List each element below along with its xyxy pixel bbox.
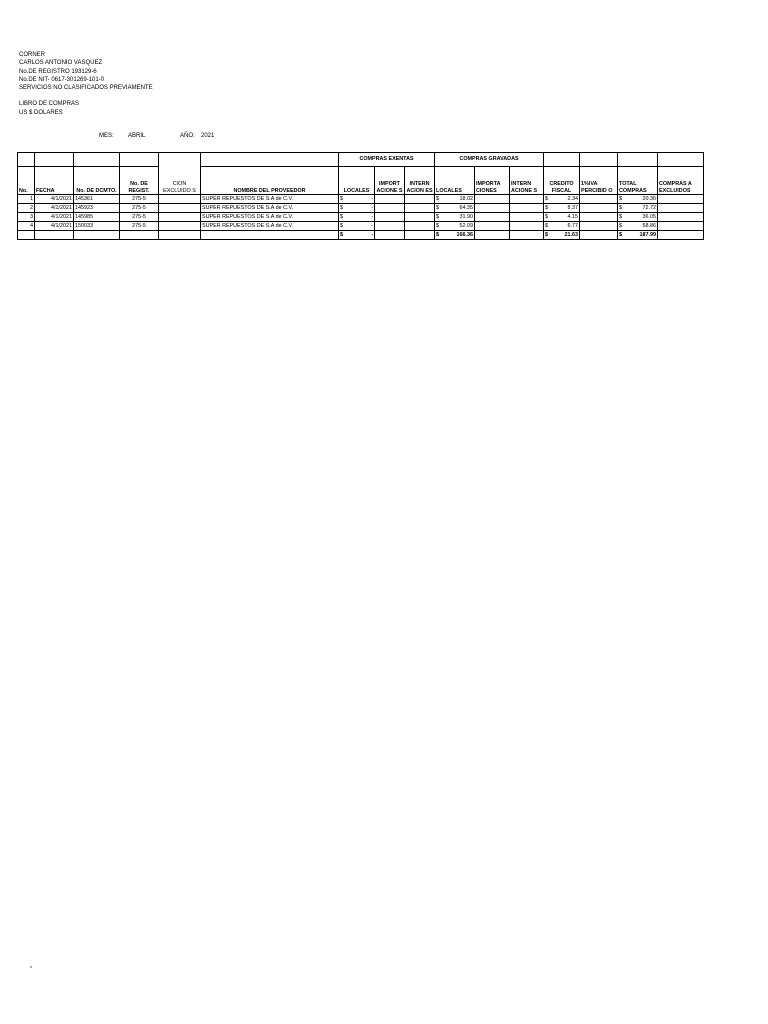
currency-symbol: $ bbox=[545, 204, 549, 211]
cell-excluidos-cion bbox=[159, 231, 201, 240]
total-credito bbox=[544, 231, 580, 240]
cell-ex-intern bbox=[405, 222, 435, 231]
currency-symbol: $ bbox=[619, 231, 623, 238]
currency-symbol: $ bbox=[436, 195, 440, 202]
cell-proveedor: SUPER REPUESTOS DE S.A de C.V. bbox=[201, 195, 339, 204]
cell-no bbox=[18, 231, 35, 240]
total-gr-locales-value: 166.36 bbox=[456, 231, 474, 238]
col-header-gr-import: IMPORTA CIONES bbox=[475, 167, 510, 195]
cell-ex-import bbox=[375, 204, 405, 213]
cell-no: 1 bbox=[18, 195, 35, 204]
col-header-total: TOTAL COMPRAS bbox=[618, 167, 658, 195]
cell-gr-import bbox=[475, 231, 510, 240]
currency-symbol: $ bbox=[545, 195, 549, 202]
cell-regist: 275-5 bbox=[120, 213, 159, 222]
cell-compras-excl bbox=[658, 204, 704, 213]
currency-symbol: $ bbox=[619, 222, 623, 229]
cell-total bbox=[618, 213, 658, 222]
cell-ex-intern bbox=[405, 195, 435, 204]
group-header-exentas: COMPRAS EXENTAS bbox=[339, 153, 435, 167]
col-header-fecha: FECHA bbox=[35, 167, 74, 195]
cell-fecha: 4/1/2021 bbox=[35, 195, 74, 204]
cell-credito-value: 2.34 bbox=[567, 195, 579, 202]
book-title: LIBRO DE COMPRAS bbox=[19, 101, 80, 108]
currency-symbol: $ bbox=[340, 222, 343, 229]
currency-symbol: $ bbox=[619, 204, 623, 211]
total-compras bbox=[618, 231, 658, 240]
cell-gr-intern bbox=[510, 231, 544, 240]
cell-total-value: 58.86 bbox=[642, 222, 657, 229]
cell-credito bbox=[544, 213, 580, 222]
totals-row bbox=[18, 231, 704, 240]
col-header-regist: No. DE REGIST. bbox=[120, 167, 159, 195]
col-header-ex-import: IMPORT ACIONE S bbox=[375, 167, 405, 195]
cell-proveedor: SUPER REPUESTOS DE S.A de C.V. bbox=[201, 204, 339, 213]
cell-gr-import bbox=[475, 222, 510, 231]
col-header-compras-excl: COMPRAS A EXCLUIDOS bbox=[658, 167, 704, 195]
cell-ex-locales-value: - bbox=[371, 204, 373, 211]
cell-regist: 275-5 bbox=[120, 204, 159, 213]
cell-no: 3 bbox=[18, 213, 35, 222]
cell-total-value: 20.36 bbox=[642, 195, 657, 202]
cell-proveedor: SUPER REPUESTOS DE S.A de C.V. bbox=[201, 222, 339, 231]
cell-fecha: 4/1/2021 bbox=[35, 204, 74, 213]
cell-gr-locales-value: 64.35 bbox=[459, 204, 474, 211]
cell-gr-locales-value: 52.09 bbox=[459, 222, 474, 229]
cell-credito-value: 6.77 bbox=[567, 222, 579, 229]
table-row bbox=[18, 213, 704, 222]
cell-dcto: 150033 bbox=[74, 222, 120, 231]
cell-dcto bbox=[74, 231, 120, 240]
header-row-columns bbox=[18, 167, 704, 195]
cell-excluidos-cion bbox=[159, 213, 201, 222]
col-header-proveedor: NOMBRE DEL PROVEEDOR bbox=[201, 167, 339, 195]
currency-symbol: $ bbox=[545, 222, 549, 229]
cell-ex-import bbox=[375, 222, 405, 231]
cell-iva bbox=[580, 231, 618, 240]
cell-no: 2 bbox=[18, 204, 35, 213]
cell-credito bbox=[544, 222, 580, 231]
cell-total-value: 72.72 bbox=[642, 204, 657, 211]
total-credito-value: 21.63 bbox=[564, 231, 579, 238]
cell-fecha bbox=[35, 231, 74, 240]
currency-symbol: $ bbox=[619, 195, 623, 202]
cell-ex-locales-value: - bbox=[371, 222, 373, 229]
cell-fecha: 4/1/2021 bbox=[35, 213, 74, 222]
currency-symbol: $ bbox=[545, 231, 549, 238]
cell-regist: 275-5 bbox=[120, 222, 159, 231]
cell-ex-locales-value: - bbox=[371, 195, 373, 202]
cell-compras-excl bbox=[658, 231, 704, 240]
total-ex-locales bbox=[339, 231, 375, 240]
table-row bbox=[18, 222, 704, 231]
col-header-gr-locales: LOCALES bbox=[435, 167, 475, 195]
cell-gr-locales-value: 18.02 bbox=[459, 195, 474, 202]
cell-gr-locales-value: 31.90 bbox=[459, 213, 474, 220]
cell-total bbox=[618, 222, 658, 231]
total-compras-value: 187.99 bbox=[639, 231, 657, 238]
cell-ex-import bbox=[375, 213, 405, 222]
col-header-gr-intern: INTERN ACIONE S bbox=[510, 167, 544, 195]
cell-regist: 275-5 bbox=[120, 195, 159, 204]
cell-total bbox=[618, 195, 658, 204]
cell-gr-locales bbox=[435, 204, 475, 213]
cell-excluidos-cion bbox=[159, 204, 201, 213]
cell-credito bbox=[544, 204, 580, 213]
cell-iva bbox=[580, 213, 618, 222]
col-header-ex-locales: LOCALES bbox=[339, 167, 375, 195]
header-row-groups bbox=[18, 153, 704, 167]
cell-compras-excl bbox=[658, 213, 704, 222]
nit-number: No.DE NIT- 0617-301269-101-0 bbox=[19, 76, 105, 83]
table-row bbox=[18, 204, 704, 213]
currency-symbol: $ bbox=[436, 231, 440, 238]
col-header-ex-intern: INTERN ACION ES bbox=[405, 167, 435, 195]
currency-symbol: $ bbox=[340, 195, 343, 202]
cell-ex-locales bbox=[339, 204, 375, 213]
group-header-gravadas: COMPRAS GRAVADAS bbox=[435, 153, 544, 167]
currency-symbol: $ bbox=[436, 213, 440, 220]
table-row bbox=[18, 195, 704, 204]
cell-excluidos-cion bbox=[159, 222, 201, 231]
cell-compras-excl bbox=[658, 222, 704, 231]
cell-gr-intern bbox=[510, 222, 544, 231]
company-name: CORNER bbox=[19, 52, 46, 58]
cell-gr-intern bbox=[510, 195, 544, 204]
cell-ex-locales bbox=[339, 195, 375, 204]
year-label: AÑO: bbox=[180, 133, 195, 139]
col-header-iva: 1%IVA PERCIBID O bbox=[580, 167, 618, 195]
year-value: 2021 bbox=[201, 133, 215, 139]
cell-dcto: 145361 bbox=[74, 195, 120, 204]
owner-name: CARLOS ANTONIO VASQUEZ bbox=[19, 60, 103, 67]
total-ex-locales-value: - bbox=[371, 231, 373, 238]
cell-no: 4 bbox=[18, 222, 35, 231]
cell-gr-import bbox=[475, 204, 510, 213]
month-value: ABRIL bbox=[128, 133, 146, 139]
cell-total bbox=[618, 204, 658, 213]
cell-ex-locales-value: - bbox=[371, 213, 373, 220]
cell-ex-intern bbox=[405, 213, 435, 222]
col-header-no: No. bbox=[18, 167, 35, 195]
currency-symbol: $ bbox=[619, 213, 623, 220]
currency-symbol: $ bbox=[545, 213, 549, 220]
currency-symbol: $ bbox=[436, 222, 440, 229]
cell-credito-value: 8.37 bbox=[567, 204, 579, 211]
total-gr-locales bbox=[435, 231, 475, 240]
cell-iva bbox=[580, 204, 618, 213]
currency-symbol: $ bbox=[436, 204, 440, 211]
purchases-table bbox=[17, 152, 704, 240]
footer-mark: * bbox=[30, 966, 32, 972]
cell-gr-import bbox=[475, 213, 510, 222]
cell-gr-import bbox=[475, 195, 510, 204]
cell-gr-locales bbox=[435, 213, 475, 222]
cell-dcto: 145985 bbox=[74, 213, 120, 222]
cell-ex-locales bbox=[339, 213, 375, 222]
cell-gr-intern bbox=[510, 213, 544, 222]
month-label: MES: bbox=[99, 133, 114, 139]
cell-iva bbox=[580, 195, 618, 204]
cell-ex-intern bbox=[405, 204, 435, 213]
cell-ex-import bbox=[375, 231, 405, 240]
cell-compras-excl bbox=[658, 195, 704, 204]
cell-gr-locales bbox=[435, 195, 475, 204]
cell-gr-intern bbox=[510, 204, 544, 213]
cell-regist bbox=[120, 231, 159, 240]
cell-fecha: 4/1/2021 bbox=[35, 222, 74, 231]
col-header-dcto: No. DE DCMTO. bbox=[74, 167, 120, 195]
cell-ex-locales bbox=[339, 222, 375, 231]
cell-proveedor bbox=[201, 231, 339, 240]
cell-credito bbox=[544, 195, 580, 204]
cell-iva bbox=[580, 222, 618, 231]
cell-total-value: 36.05 bbox=[642, 213, 657, 220]
currency-symbol: $ bbox=[340, 213, 343, 220]
cell-proveedor: SUPER REPUESTOS DE S.A de C.V. bbox=[201, 213, 339, 222]
cell-ex-intern bbox=[405, 231, 435, 240]
document-header bbox=[19, 51, 153, 117]
col-header-credito: CREDITO FISCAL bbox=[544, 167, 580, 195]
currency-symbol: $ bbox=[340, 231, 343, 238]
registro-number: No.DE REGISTRO 193129-6 bbox=[19, 68, 97, 75]
service-description: SERVICIOS NO CLASIFICADOS PREVIAMENTE bbox=[19, 85, 153, 92]
cell-dcto: 145923 bbox=[74, 204, 120, 213]
currency-label: US $ DOLARES bbox=[19, 109, 63, 116]
cell-ex-import bbox=[375, 195, 405, 204]
col-header-excluidos-cion: CION EXCLUIDO S bbox=[159, 153, 201, 195]
cell-gr-locales bbox=[435, 222, 475, 231]
cell-excluidos-cion bbox=[159, 195, 201, 204]
cell-credito-value: 4.15 bbox=[567, 213, 579, 220]
currency-symbol: $ bbox=[340, 204, 343, 211]
